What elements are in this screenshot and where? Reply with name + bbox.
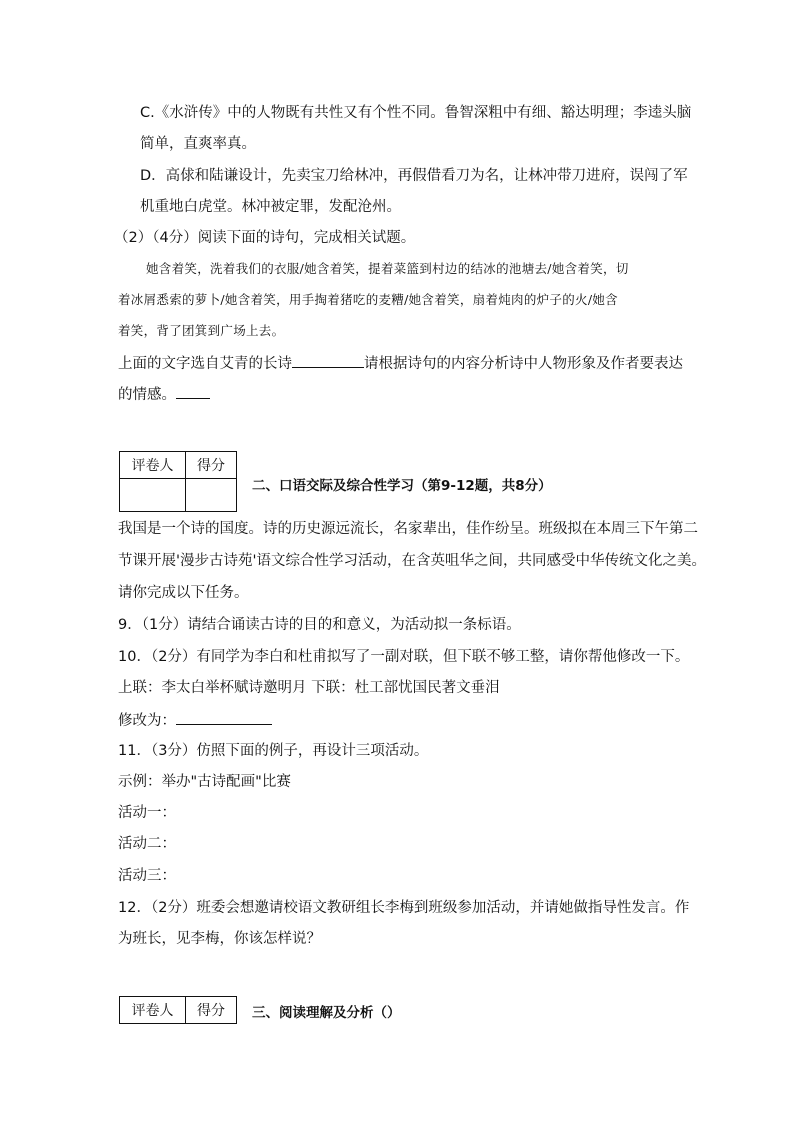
q2-question-line2 (118, 384, 210, 405)
section2-intro-line1: 我国是一个诗的国度。诗的历史源远流长，名家辈出，佳作纷呈。班级拟在本周三下午第二 (118, 521, 698, 537)
q11: 11．（3分）仿照下面的例子，再设计三项活动。 (118, 743, 429, 759)
section2-score-label: 得分 (186, 452, 237, 479)
section2-score-cell[interactable] (186, 479, 237, 512)
section2-title: 二、口语交际及综合性学习（第9-12题，共8分） (252, 478, 552, 494)
section2-intro-line3: 请你完成以下任务。 (118, 585, 249, 601)
q11-activity3[interactable]: 活动三： (118, 868, 176, 884)
q2-header: （2）（4分）阅读下面的诗句，完成相关试题。 (114, 230, 416, 246)
q2-question-part2: 请根据诗句的内容分析诗中人物形象及作者要表达 (364, 356, 683, 372)
section2-score-table (119, 451, 237, 512)
q10-answer-blank[interactable] (176, 710, 272, 725)
section2-intro-line2: 节课开展'漫步古诗苑'语文综合性学习活动，在含英咀华之间，共同感受中华传统文化之美。 (118, 553, 706, 569)
q10-answer-line (118, 710, 272, 731)
poem-line2: 着冰屑悉索的萝卜/她含着笑，用手掏着猪吃的麦糟/她含着笑，扇着炖肉的炉子的火/她含 (118, 292, 618, 307)
option-d-line1: D．高俅和陆谦设计，先卖宝刀给林冲，再假借看刀为名，让林冲带刀进府，误闯了军 (140, 168, 688, 184)
option-d-line2: 机重地白虎堂。林冲被定罪，发配沧州。 (140, 199, 401, 215)
q2-question-line1 (118, 353, 683, 374)
q2-question-part3: 的情感。 (118, 387, 176, 403)
q2-question-part1: 上面的文字选自艾青的长诗 (118, 356, 292, 372)
q11-example: 示例：举办"古诗配画"比赛 (118, 774, 291, 790)
poem-title-blank[interactable] (292, 353, 364, 368)
section2-grader-cell[interactable] (120, 479, 186, 512)
section3-score-table (119, 996, 237, 1024)
poem-line1: 她含着笑，洗着我们的衣服/她含着笑，提着菜篮到村边的结冰的池塘去/她含着笑，切 (146, 261, 629, 276)
section3-score-label: 得分 (186, 997, 237, 1024)
q9: 9．（1分）请结合诵读古诗的目的和意义，为活动拟一条标语。 (118, 617, 521, 633)
option-c-line2: 简单，直爽率真。 (140, 136, 256, 152)
poem-line3: 着笑，背了团箕到广场上去。 (118, 323, 285, 338)
section2-grader-label: 评卷人 (120, 452, 186, 479)
option-c-line1: C.《水浒传》中的人物既有共性又有个性不同。鲁智深粗中有细、豁达明理；李逵头脑 (140, 105, 692, 121)
q11-activity1[interactable]: 活动一： (118, 805, 176, 821)
analysis-blank[interactable] (176, 384, 210, 399)
q11-activity2[interactable]: 活动二： (118, 836, 176, 852)
q10: 10．（2分）有同学为李白和杜甫拟写了一副对联，但下联不够工整，请你帮他修改一下。 (118, 649, 690, 665)
q10-answer-label: 修改为： (118, 713, 176, 729)
q10-couplet: 上联：李太白举杯赋诗邀明月 下联：杜工部忧国民著文垂泪 (118, 680, 500, 696)
section3-grader-label: 评卷人 (120, 997, 186, 1024)
section3-title: 三、阅读理解及分析（） (252, 1005, 401, 1021)
q12-line2: 为班长，见李梅，你该怎样说？ (118, 931, 321, 947)
q12-line1: 12．（2分）班委会想邀请校语文教研组长李梅到班级参加活动，并请她做指导性发言。作 (118, 900, 690, 916)
